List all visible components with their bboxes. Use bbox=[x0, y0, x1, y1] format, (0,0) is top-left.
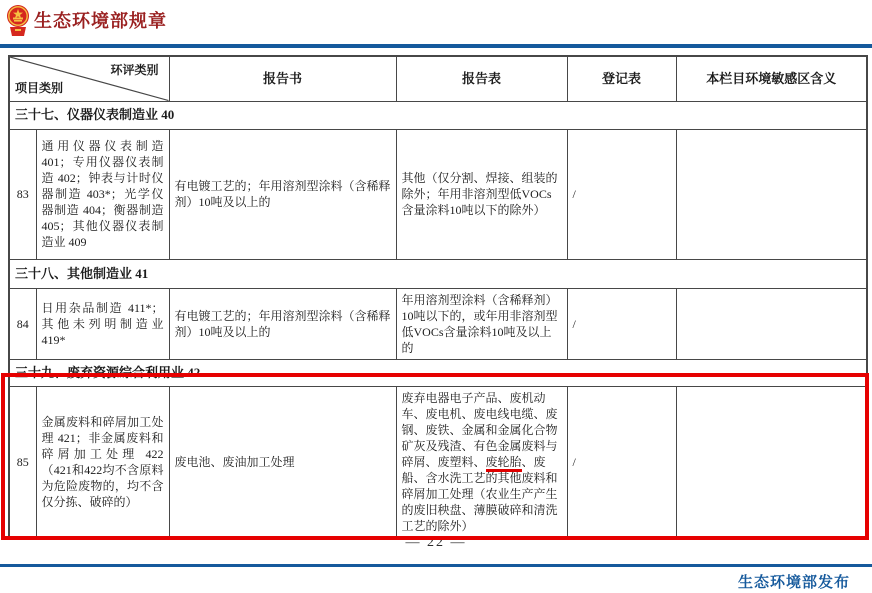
header-registration: 登记表 bbox=[567, 56, 676, 101]
page-title: 生态环境部规章 bbox=[34, 11, 167, 31]
row85-underlined-term: 废轮胎 bbox=[486, 455, 522, 472]
header-eia-category: 环评类别 bbox=[110, 63, 159, 77]
section-label-37: 三十七、仪器仪表制造业 40 bbox=[9, 101, 867, 129]
table-row-84 bbox=[9, 288, 867, 359]
bottom-divider-rule bbox=[0, 564, 872, 567]
row85-registration: / bbox=[567, 386, 676, 538]
section-label-39: 三十九、废弃资源综合利用业 42 bbox=[9, 359, 867, 386]
header-project-category: 项目类别 bbox=[15, 80, 64, 95]
page-number: — 22 — bbox=[405, 535, 467, 550]
row85-report-book: 废电池、废油加工处理 bbox=[169, 386, 396, 538]
row83-category: 通用仪器仪表制造 401；专用仪器仪表制造 402；钟表与计时仪器制造 403*；光学仪器制造 404；衡器制造 405；其他仪器仪表制造业 409 bbox=[36, 129, 169, 259]
row85-report-table bbox=[396, 386, 567, 538]
row85-category: 金属废料和碎屑加工处理 421；非金属废料和碎屑加工处理 422（421和422均不含原料为危险废物的，均不含仅分拣、破碎的） bbox=[36, 386, 169, 538]
footer-publisher: 生态环境部发布 bbox=[737, 574, 850, 591]
row83-sensitive bbox=[676, 129, 867, 259]
row84-number: 84 bbox=[9, 288, 36, 359]
document-header bbox=[6, 4, 167, 36]
row84-report-book: 有电镀工艺的；年用溶剂型涂料（含稀释剂）10吨及以上的 bbox=[169, 288, 396, 359]
row83-number: 83 bbox=[9, 129, 36, 259]
table-row-85 bbox=[9, 386, 867, 538]
row84-category: 日用杂品制造 411*；其他未列明制造业 419* bbox=[36, 288, 169, 359]
section-row-39 bbox=[9, 359, 867, 386]
row83-registration: / bbox=[567, 129, 676, 259]
eia-category-table bbox=[8, 55, 868, 539]
national-emblem-icon bbox=[6, 4, 30, 36]
header-sensitive-area: 本栏目环境敏感区含义 bbox=[676, 56, 867, 101]
row85-report-table-pre: 废弃电器电子产品、废机动车、废电机、废电线电缆、废钢、废铁、金属和金属化合物矿灰及残渣、有色金属废料与碎屑、废塑料、 bbox=[401, 390, 558, 469]
row84-sensitive bbox=[676, 288, 867, 359]
row83-report-book: 有电镀工艺的；年用溶剂型涂料（含稀释剂）10吨及以上的 bbox=[169, 129, 396, 259]
header-report-table: 报告表 bbox=[396, 56, 567, 101]
table-header-row bbox=[9, 56, 867, 101]
section-label-38: 三十八、其他制造业 41 bbox=[9, 259, 867, 288]
diagonal-header-cell bbox=[9, 56, 169, 101]
row85-number: 85 bbox=[9, 386, 36, 538]
row84-registration: / bbox=[567, 288, 676, 359]
section-row-37 bbox=[9, 101, 867, 129]
section-row-38 bbox=[9, 259, 867, 288]
header-report-book: 报告书 bbox=[169, 56, 396, 101]
row84-report-table: 年用溶剂型涂料（含稀释剂）10吨以下的，或年用非溶剂型低VOCs含量涂料10吨及以上的 bbox=[396, 288, 567, 359]
table-row-83 bbox=[9, 129, 867, 259]
row85-sensitive bbox=[676, 386, 867, 538]
row85-report-table-post: 、废船、含水洗工艺的其他废料和碎屑加工处理（农业生产产生的废旧秧盘、薄膜破碎和清洗工艺的除外） bbox=[401, 454, 558, 533]
row83-report-table: 其他（仅分割、焊接、组装的除外；年用非溶剂型低VOCs含量涂料10吨以下的除外） bbox=[396, 129, 567, 259]
top-divider-rule bbox=[0, 44, 872, 48]
